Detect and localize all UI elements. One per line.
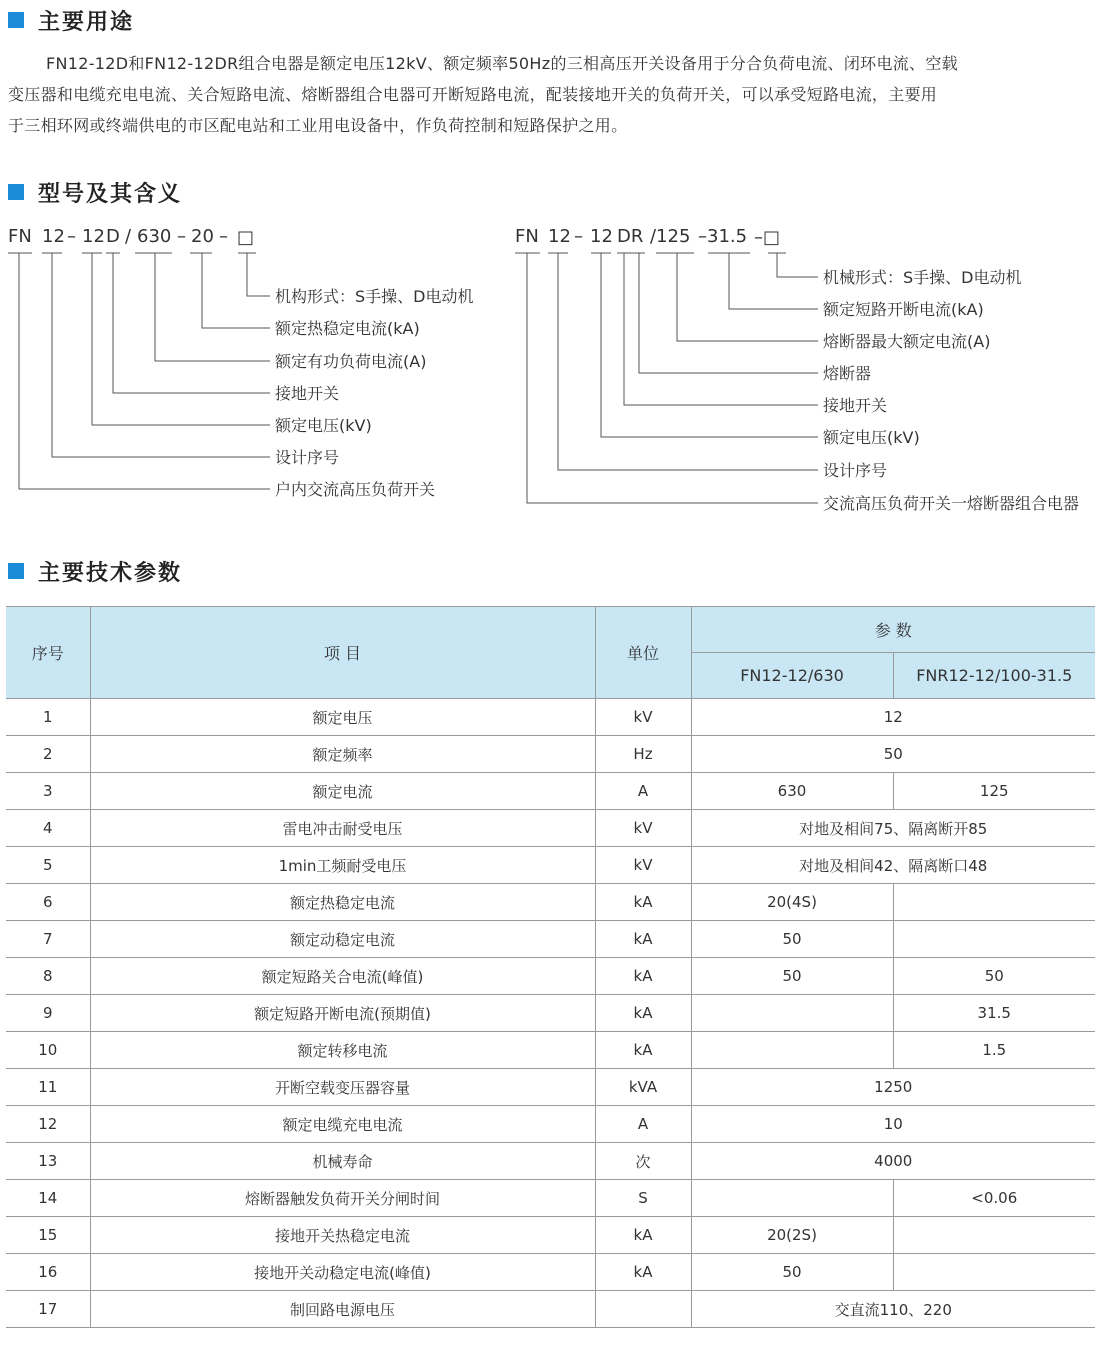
row-value-b-cell: <0.06 [893, 1180, 1095, 1217]
row-item-cell: 雷电冲击耐受电压 [90, 810, 595, 847]
table-row [6, 1106, 1095, 1143]
row-value-b-cell: 1.5 [893, 1032, 1095, 1069]
row-value-cell: 交直流110、220 [691, 1291, 1095, 1328]
model-code-token: 12 [590, 226, 613, 247]
row-item-cell: 额定短路开断电流(预期值) [90, 995, 595, 1032]
model-code-token: –31.5 [698, 226, 748, 247]
table-row [6, 1032, 1095, 1069]
row-unit-cell: A [595, 1106, 691, 1143]
row-item-cell: 熔断器触发负荷开关分闸时间 [90, 1180, 595, 1217]
row-unit-cell: kA [595, 1217, 691, 1254]
table-row [6, 958, 1095, 995]
model-code-token: 20 [191, 226, 214, 247]
model-label: 额定热稳定电流(kA) [275, 319, 420, 338]
model-label: 机构形式：S手操、D电动机 [275, 287, 474, 306]
model-label: 额定电压(kV) [275, 416, 372, 435]
row-value-b-cell: 31.5 [893, 995, 1095, 1032]
row-number-cell: 7 [6, 921, 90, 958]
header-params: 参 数 [691, 607, 1095, 653]
model-code-token: FN [515, 226, 539, 247]
model-label: 接地开关 [275, 384, 340, 403]
row-value-a-cell: 20(4S) [691, 884, 893, 921]
row-value-b-cell [893, 1217, 1095, 1254]
model-code-token: – [177, 226, 186, 247]
model-code-token: 12 [548, 226, 571, 247]
header-item: 项 目 [90, 607, 595, 699]
row-number-cell: 6 [6, 884, 90, 921]
model-code-token: D [106, 226, 120, 247]
square-bullet-icon [8, 563, 24, 579]
row-value-cell: 对地及相间42、隔离断口48 [691, 847, 1095, 884]
row-value-cell: 12 [691, 699, 1095, 736]
section-heading-params [8, 557, 182, 585]
model-code-token: –□ [754, 227, 781, 248]
row-value-b-cell [893, 1254, 1095, 1291]
row-value-b-cell: 50 [893, 958, 1095, 995]
table-row [6, 1254, 1095, 1291]
table-row [6, 1143, 1095, 1180]
row-number-cell: 4 [6, 810, 90, 847]
row-value-a-cell: 50 [691, 921, 893, 958]
row-unit-cell: kV [595, 699, 691, 736]
row-item-cell: 额定短路关合电流(峰值) [90, 958, 595, 995]
intro-line: 变压器和电缆充电电流、关合短路电流、熔断器组合电器可开断短路电流，配装接地开关的负荷开关，可以承受短路电流，主要用 [8, 85, 938, 104]
table-row [6, 810, 1095, 847]
square-bullet-icon [8, 12, 24, 28]
model-code-token: 630 [137, 226, 172, 247]
table-row [6, 1291, 1095, 1328]
row-item-cell: 额定热稳定电流 [90, 884, 595, 921]
intro-line: FN12-12D和FN12-12DR组合电器是额定电压12kV、额定频率50Hz的三相高压开关设备用于分合负荷电流、闭环电流、空载 [46, 54, 958, 73]
row-unit-cell: kVA [595, 1069, 691, 1106]
model-label: 额定短路开断电流(kA) [823, 300, 984, 319]
row-unit-cell: kA [595, 1254, 691, 1291]
model-label: 额定电压(kV) [823, 428, 920, 447]
row-unit-cell: kA [595, 921, 691, 958]
row-unit-cell: A [595, 773, 691, 810]
model-code-token: FN [8, 226, 32, 247]
model-code-token: DR [617, 226, 644, 247]
section-title: 主要技术参数 [38, 560, 183, 586]
row-value-cell: 50 [691, 736, 1095, 773]
row-value-a-cell: 50 [691, 958, 893, 995]
model-label: 设计序号 [823, 461, 888, 480]
row-item-cell: 额定电流 [90, 773, 595, 810]
row-unit-cell: kA [595, 1032, 691, 1069]
row-value-a-cell [691, 1032, 893, 1069]
header-seq: 序号 [6, 607, 90, 699]
model-code-token: – [574, 226, 583, 247]
row-number-cell: 1 [6, 699, 90, 736]
row-item-cell: 额定动稳定电流 [90, 921, 595, 958]
section-title: 型号及其含义 [38, 181, 183, 207]
table-row [6, 736, 1095, 773]
row-item-cell: 额定转移电流 [90, 1032, 595, 1069]
row-number-cell: 15 [6, 1217, 90, 1254]
row-number-cell: 14 [6, 1180, 90, 1217]
row-unit-cell: 次 [595, 1143, 691, 1180]
table-row [6, 1069, 1095, 1106]
tech-params-table [6, 606, 1095, 1328]
section-heading-usage [8, 6, 134, 34]
model-label: 交流高压负荷开关一熔断器组合电器 [823, 494, 1080, 513]
table-row [6, 699, 1095, 736]
row-number-cell: 5 [6, 847, 90, 884]
model-code-token: – [219, 226, 228, 247]
row-value-b-cell: 125 [893, 773, 1095, 810]
intro-line: 于三相环网或终端供电的市区配电站和工业用电设备中，作负荷控制和短路保护之用。 [8, 116, 628, 135]
row-number-cell: 3 [6, 773, 90, 810]
row-number-cell: 16 [6, 1254, 90, 1291]
row-item-cell: 额定电压 [90, 699, 595, 736]
row-number-cell: 11 [6, 1069, 90, 1106]
section-heading-model [8, 178, 182, 206]
row-value-a-cell [691, 1180, 893, 1217]
row-item-cell: 制回路电源电压 [90, 1291, 595, 1328]
table-row [6, 773, 1095, 810]
row-item-cell: 开断空载变压器容量 [90, 1069, 595, 1106]
row-number-cell: 2 [6, 736, 90, 773]
model-code-token: □ [237, 227, 255, 248]
table-row [6, 1217, 1095, 1254]
header-col-b: FNR12-12/100-31.5 [893, 653, 1095, 699]
row-unit-cell: Hz [595, 736, 691, 773]
row-item-cell: 额定频率 [90, 736, 595, 773]
row-item-cell: 机械寿命 [90, 1143, 595, 1180]
header-unit: 单位 [595, 607, 691, 699]
row-unit-cell: kA [595, 884, 691, 921]
row-value-cell: 4000 [691, 1143, 1095, 1180]
row-value-b-cell [893, 884, 1095, 921]
model-code-token: /125 [650, 226, 691, 247]
row-value-a-cell: 20(2S) [691, 1217, 893, 1254]
row-number-cell: 10 [6, 1032, 90, 1069]
table-row [6, 884, 1095, 921]
model-code-diagram [0, 215, 1100, 515]
row-unit-cell [595, 1291, 691, 1328]
model-code-token: 12 [82, 226, 105, 247]
table-row [6, 1180, 1095, 1217]
row-number-cell: 8 [6, 958, 90, 995]
row-unit-cell: kA [595, 958, 691, 995]
model-code-token: – [67, 226, 76, 247]
square-bullet-icon [8, 184, 24, 200]
row-number-cell: 13 [6, 1143, 90, 1180]
row-unit-cell: kV [595, 810, 691, 847]
row-value-a-cell: 630 [691, 773, 893, 810]
table-row [6, 847, 1095, 884]
model-label: 设计序号 [275, 448, 340, 467]
section-title: 主要用途 [38, 9, 135, 35]
model-label: 接地开关 [823, 396, 888, 415]
table-body [6, 699, 1095, 1328]
row-unit-cell: S [595, 1180, 691, 1217]
row-value-b-cell [893, 921, 1095, 958]
model-label: 机械形式：S手操、D电动机 [823, 268, 1022, 287]
table-row [6, 995, 1095, 1032]
row-number-cell: 9 [6, 995, 90, 1032]
intro-paragraph [8, 48, 1098, 141]
row-value-cell: 对地及相间75、隔离断开85 [691, 810, 1095, 847]
row-item-cell: 接地开关动稳定电流(峰值) [90, 1254, 595, 1291]
row-item-cell: 接地开关热稳定电流 [90, 1217, 595, 1254]
model-code-token: / [125, 226, 132, 247]
row-item-cell: 额定电缆充电电流 [90, 1106, 595, 1143]
model-code-token: 12 [42, 226, 65, 247]
row-unit-cell: kA [595, 995, 691, 1032]
row-number-cell: 12 [6, 1106, 90, 1143]
row-value-a-cell: 50 [691, 1254, 893, 1291]
row-value-cell: 1250 [691, 1069, 1095, 1106]
table-row [6, 921, 1095, 958]
model-label: 熔断器 [823, 364, 872, 383]
header-col-a: FN12-12/630 [691, 653, 893, 699]
model-label: 熔断器最大额定电流(A) [823, 332, 991, 351]
row-value-a-cell [691, 995, 893, 1032]
row-value-cell: 10 [691, 1106, 1095, 1143]
row-item-cell: 1min工频耐受电压 [90, 847, 595, 884]
model-label: 额定有功负荷电流(A) [275, 352, 427, 371]
model-label: 户内交流高压负荷开关 [275, 480, 436, 499]
row-number-cell: 17 [6, 1291, 90, 1328]
row-unit-cell: kV [595, 847, 691, 884]
